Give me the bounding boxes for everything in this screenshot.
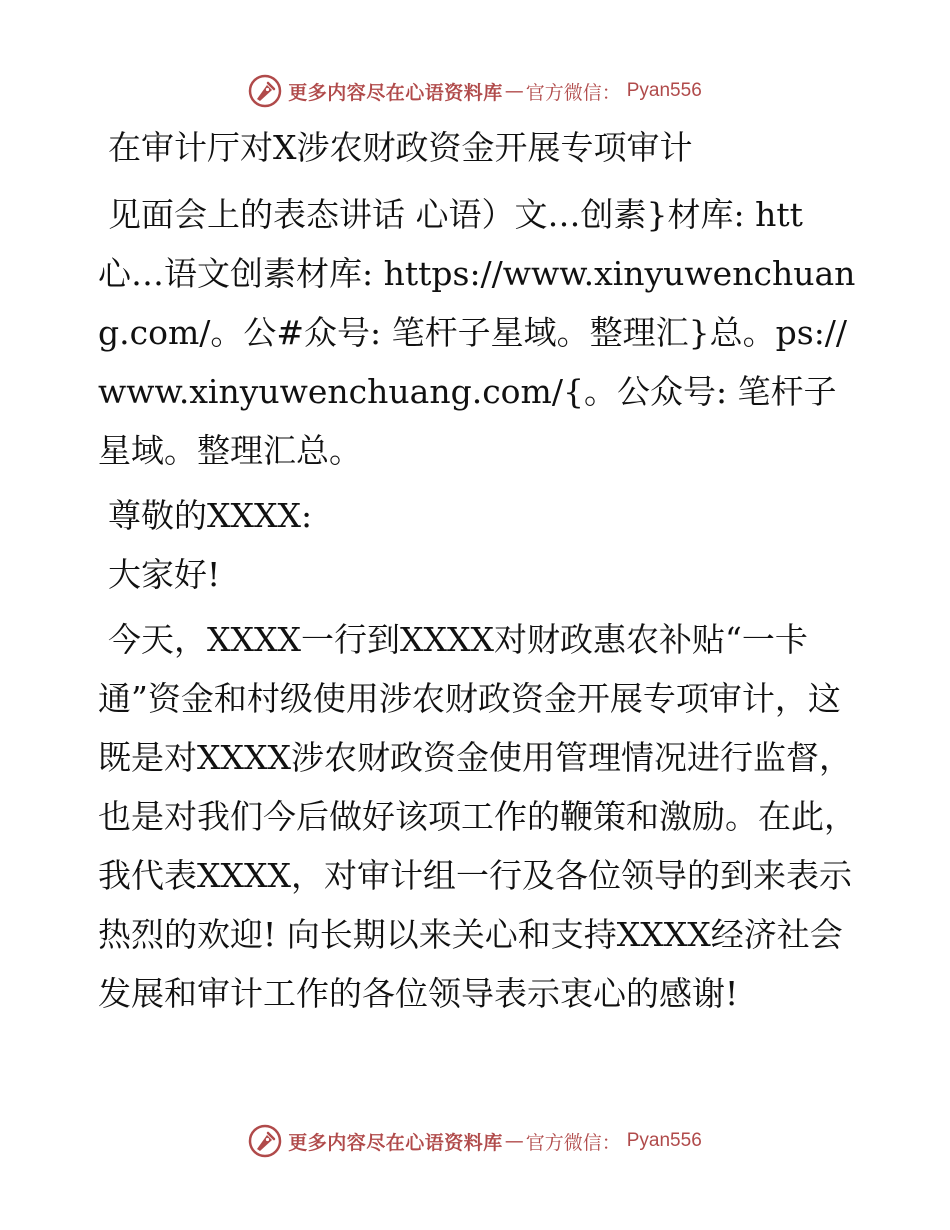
pen-nib-logo-icon [248, 74, 282, 108]
watermark-banner-bottom [0, 1121, 950, 1161]
body-paragraph: 今天，XXXX一行到XXXX对财政惠农补贴“一卡通”资金和村级使用涉农财政资金开展专项审计，这既是对XXXX涉农财政资金使用管理情况进行监督，也是对我们今后做好该项工作的鞭策和激励。在此，我代表XXXX，对审计组一行及各位领导的到来表示热烈的欢迎! 向长期以来关心和支持XXXX经济社会发展和审计工作的各位领导表示衷心的感谢! [98, 620, 857, 1013]
watermark-wechat-id: Pyan556 [626, 1130, 702, 1151]
watermark-wechat-label: 官方微信： [525, 81, 621, 104]
greeting: 大家好! [108, 555, 221, 594]
document-title: 在审计厅对X涉农财政资金开展专项审计 [108, 128, 693, 167]
watermark-banner-top [0, 71, 950, 111]
salutation: 尊敬的XXXX: [108, 496, 313, 535]
watermark-wechat-id: Pyan556 [626, 80, 702, 101]
watermark-dash: — [504, 80, 524, 102]
document-subtitle: 见面会上的表态讲话 心语）文…创素}材库: htt心…语文创素材库: https://www.xinyuwenchuang.com/。公#众号: 笔杆子星域。整理汇}总。ps://www.xinyuwenchuang.com/{。公众号: 笔杆子星域。整理汇总。 [98, 195, 856, 470]
pen-nib-logo-icon [248, 1124, 282, 1158]
watermark-site-text: 更多内容尽在心语资料库 [288, 1131, 503, 1154]
watermark-dash: — [504, 1130, 524, 1152]
watermark-wechat-label: 官方微信： [525, 1131, 621, 1154]
document-body [98, 118, 858, 1023]
watermark-site-text: 更多内容尽在心语资料库 [288, 81, 503, 104]
